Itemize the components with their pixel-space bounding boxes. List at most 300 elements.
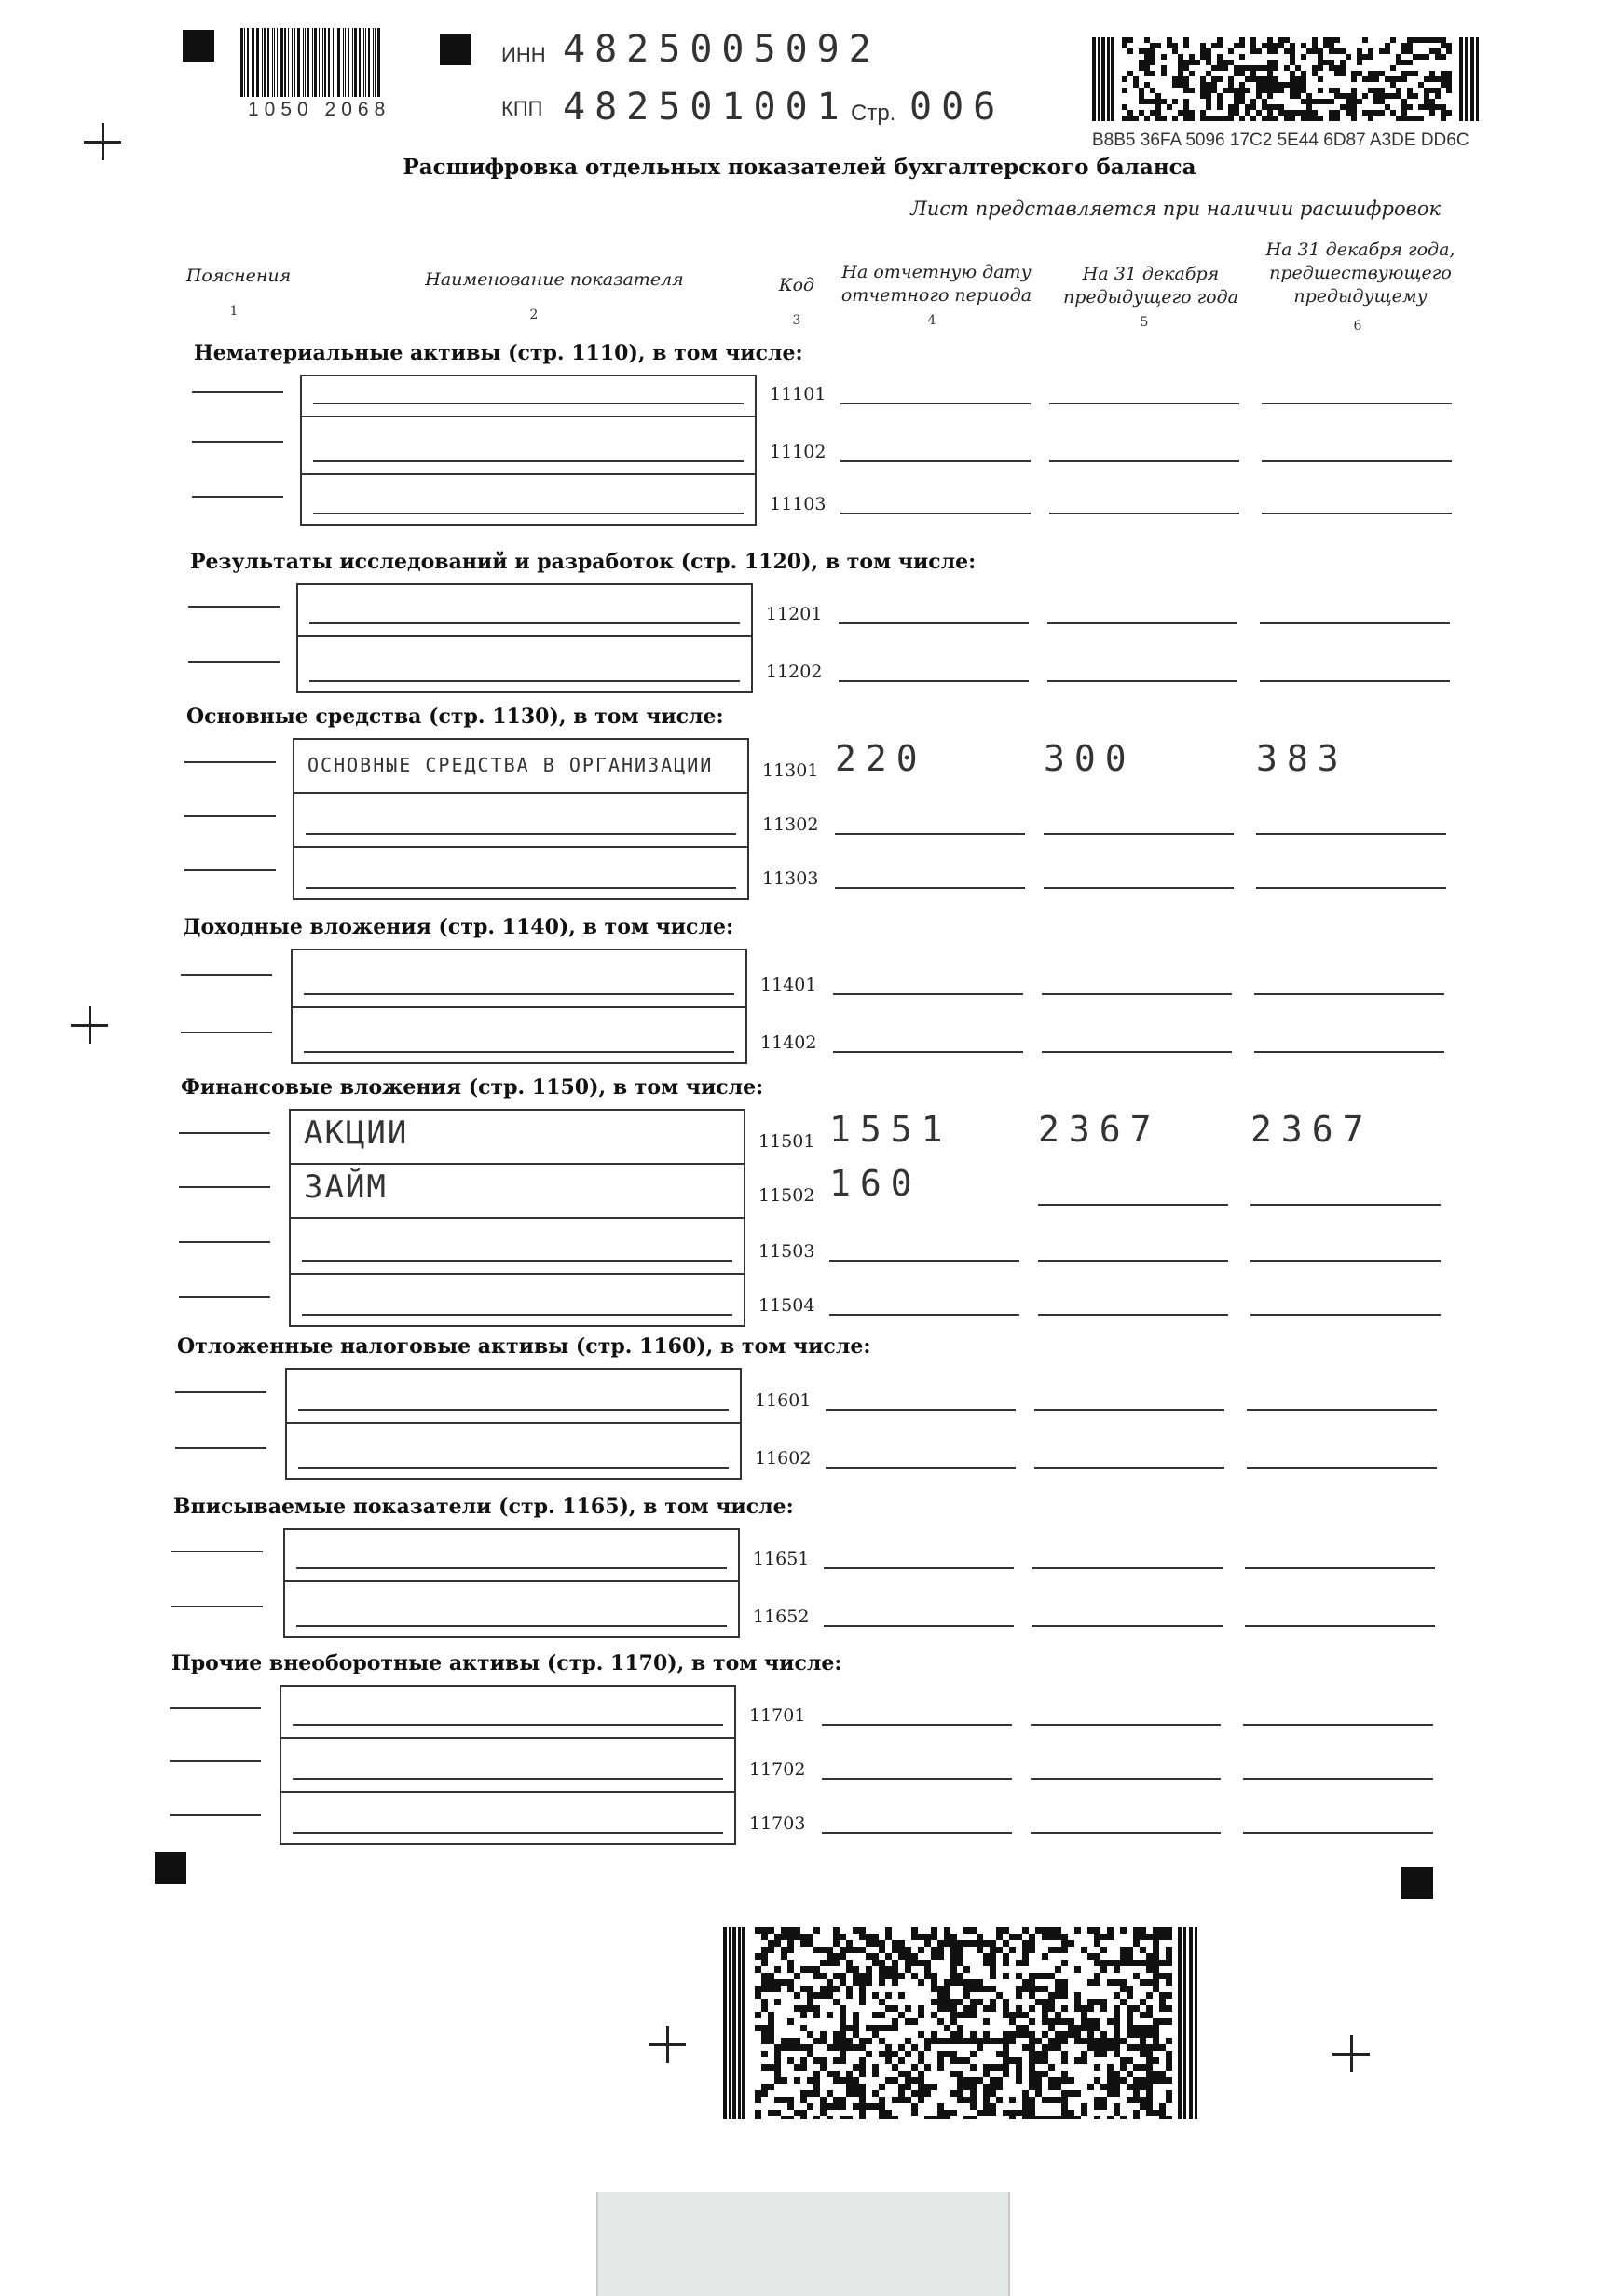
value-field-col-6[interactable] (1262, 512, 1452, 514)
value-field-col-4[interactable] (840, 403, 1031, 404)
matrix-cell (1267, 60, 1273, 65)
matrix-cell (1424, 99, 1429, 104)
indicator-name-field[interactable] (294, 794, 747, 848)
matrix-cell (1351, 93, 1357, 99)
matrix-cell (781, 2038, 787, 2044)
indicator-name-field[interactable] (294, 848, 747, 902)
value-field-col-6[interactable] (1243, 1832, 1433, 1834)
indicator-name-box (291, 949, 747, 1064)
indicator-name-field[interactable] (291, 1165, 744, 1219)
matrix-cell (774, 1986, 781, 1992)
matrix-cell (755, 1966, 761, 1973)
matrix-cell (1273, 76, 1278, 82)
value-field-col-4[interactable] (829, 1314, 1019, 1316)
matrix-cell (1183, 88, 1189, 93)
matrix-cell (1003, 2064, 1009, 2070)
crosshair-mark (649, 2026, 686, 2063)
matrix-cell (898, 1940, 905, 1947)
matrix-cell (853, 2090, 859, 2097)
value-field-col-6[interactable] (1262, 403, 1452, 404)
matrix-cell (1061, 1934, 1068, 1940)
value-field-col-5[interactable] (1031, 1778, 1221, 1780)
matrix-cell (885, 2077, 892, 2084)
matrix-cell (905, 2084, 911, 2090)
value-field-col-6[interactable] (1245, 1567, 1435, 1569)
value-field-col-4[interactable] (835, 833, 1025, 835)
matrix-cell (1094, 1999, 1100, 2005)
matrix-cell (853, 2012, 859, 2018)
explanation-field[interactable] (192, 496, 283, 498)
matrix-cell (1245, 104, 1250, 110)
matrix-cell (794, 2038, 800, 2044)
value-field-col-4[interactable] (824, 1625, 1014, 1627)
value-field-col-6[interactable] (1254, 1051, 1444, 1053)
value-field-col-4[interactable] (835, 887, 1025, 889)
matrix-cell (1418, 37, 1424, 43)
barcode-bar (256, 28, 259, 97)
matrix-cell (1267, 104, 1273, 110)
matrix-cell (918, 1960, 924, 1966)
matrix-cell (1100, 2103, 1107, 2110)
matrix-cell (1306, 93, 1312, 99)
matrix-cell (1029, 1947, 1035, 1953)
page-subtitle: Лист представляется при наличии расшифровок (910, 198, 1441, 220)
matrix-cell (1094, 2025, 1100, 2031)
value-col-4[interactable]: 1551 (829, 1109, 952, 1150)
matrix-cell (924, 2064, 931, 2070)
matrix-cell (1407, 71, 1413, 76)
matrix-cell (840, 2103, 846, 2110)
matrix-cell (879, 1940, 885, 1947)
matrix-cell (944, 1940, 950, 1947)
matrix-cell (1262, 43, 1267, 48)
matrix-cell (924, 1966, 931, 1973)
value-field-col-6[interactable] (1243, 1778, 1433, 1780)
matrix-cell (1178, 65, 1183, 71)
matrix-cell (1407, 104, 1413, 110)
matrix-cell (807, 1966, 813, 1973)
matrix-cell (1166, 1934, 1172, 1940)
value-field-col-5[interactable] (1047, 680, 1237, 682)
explanation-field[interactable] (170, 1760, 261, 1762)
explanation-field[interactable] (181, 974, 272, 976)
matrix-cell (1107, 1927, 1114, 1934)
value-field-col-5[interactable] (1042, 993, 1232, 995)
matrix-cell (1284, 48, 1290, 54)
matrix-cell (1290, 82, 1295, 88)
matrix-cell (1107, 2064, 1114, 2070)
matrix-cell (1140, 1979, 1146, 1986)
matrix-cell (1318, 88, 1323, 93)
matrix-cell (1267, 71, 1273, 76)
matrix-cell (1413, 93, 1418, 99)
value-field-col-6[interactable] (1260, 680, 1450, 682)
matrix-cell (833, 1986, 840, 1992)
matrix-cell (970, 2051, 977, 2057)
matrix-cell (1301, 71, 1306, 76)
matrix-cell (840, 2044, 846, 2051)
matrix-cell (787, 1979, 794, 1986)
matrix-cell (1114, 2070, 1120, 2077)
matrix-cell (1368, 88, 1374, 93)
row-code: 11502 (758, 1185, 815, 1206)
matrix-cell (768, 1973, 774, 1979)
indicator-name-field[interactable] (281, 1739, 734, 1793)
matrix-cell (1055, 2012, 1061, 2018)
matrix-cell (1074, 1992, 1081, 1999)
value-field-col-4[interactable] (824, 1567, 1014, 1569)
matrix-cell (800, 1940, 807, 1947)
value-field-col-4[interactable] (839, 622, 1029, 624)
value-col-6[interactable]: 383 (1256, 738, 1348, 779)
matrix-cell (1234, 110, 1239, 116)
value-field-col-6[interactable] (1254, 993, 1444, 995)
matrix-cell (813, 2057, 820, 2064)
matrix-cell (1139, 99, 1144, 104)
matrix-cell (885, 1927, 892, 1934)
value-col-6[interactable]: 2367 (1250, 1109, 1374, 1150)
value-field-col-4[interactable] (826, 1467, 1016, 1469)
matrix-cell (761, 1960, 768, 1966)
barcode-bar (345, 28, 346, 97)
matrix-cell (866, 2051, 872, 2057)
matrix-cell (990, 1947, 996, 1953)
matrix-cell (1250, 104, 1256, 110)
matrix-cell (1351, 104, 1357, 110)
value-field-col-5[interactable] (1034, 1467, 1224, 1469)
matrix-cell (1048, 2005, 1055, 2012)
matrix-cell (807, 2103, 813, 2110)
matrix-cell (1206, 99, 1211, 104)
matrix-cell (1441, 37, 1446, 43)
value-col-4[interactable]: 160 (829, 1163, 922, 1204)
matrix-cell (970, 2012, 977, 2018)
matrix-cell (794, 2044, 800, 2051)
matrix-cell (1029, 1992, 1035, 1999)
value-field-col-6[interactable] (1250, 1314, 1441, 1316)
matrix-cell (1140, 2103, 1146, 2110)
value-field-col-5[interactable] (1034, 1409, 1224, 1411)
explanation-field[interactable] (170, 1814, 261, 1816)
indicator-name-field[interactable] (287, 1370, 740, 1424)
indicator-name-field[interactable] (298, 585, 751, 637)
value-col-4[interactable]: 220 (835, 738, 927, 779)
matrix-cell (1022, 1960, 1029, 1966)
indicator-name-field[interactable] (285, 1582, 738, 1640)
matrix-cell (833, 2070, 840, 2077)
matrix-cell (1100, 1934, 1107, 1940)
explanation-field[interactable] (171, 1551, 263, 1552)
matrix-cell (1055, 1979, 1061, 1986)
matrix-cell (1245, 65, 1250, 71)
matrix-cell (768, 2025, 774, 2031)
matrix-cell (833, 1953, 840, 1960)
matrix-cell (1273, 60, 1278, 65)
matrix-cell (892, 1973, 898, 1979)
value-col-5[interactable]: 300 (1044, 738, 1136, 779)
matrix-cell (1340, 104, 1346, 110)
value-field-col-5[interactable] (1044, 887, 1234, 889)
matrix-cell (820, 1992, 827, 1999)
indicator-name-field[interactable] (281, 1793, 734, 1847)
matrix-cell (1217, 37, 1223, 43)
column-header-name: Наименование показателя (425, 269, 684, 290)
value-field-col-5[interactable] (1031, 1724, 1221, 1726)
matrix-cell (1290, 76, 1295, 82)
explanation-field[interactable] (184, 869, 276, 871)
value-field-col-5[interactable] (1044, 833, 1234, 835)
matrix-cell (1153, 1986, 1159, 1992)
explanation-field[interactable] (179, 1132, 270, 1134)
matrix-cell (781, 1947, 787, 1953)
matrix-cell (1146, 2051, 1153, 2057)
indicator-name-field[interactable] (291, 1219, 744, 1275)
matrix-cell (1133, 82, 1139, 88)
matrix-cell (957, 2057, 964, 2064)
value-field-col-6[interactable] (1260, 622, 1450, 624)
value-field-col-4[interactable] (822, 1832, 1012, 1834)
value-field-col-5[interactable] (1049, 512, 1239, 514)
matrix-cell (944, 2038, 950, 2044)
matrix-cell (957, 1979, 964, 1986)
matrix-cell (768, 2031, 774, 2038)
matrix-cell (879, 1966, 885, 1973)
value-field-col-6[interactable] (1245, 1625, 1435, 1627)
matrix-cell (1250, 48, 1256, 54)
matrix-cell (1267, 110, 1273, 116)
value-field-col-6[interactable] (1262, 460, 1452, 462)
matrix-cell (1318, 99, 1323, 104)
matrix-cell (1144, 48, 1150, 54)
value-field-col-6[interactable] (1256, 833, 1446, 835)
value-field-col-5[interactable] (1038, 1260, 1228, 1262)
matrix-cell (1003, 2070, 1009, 2077)
explanation-field[interactable] (175, 1391, 266, 1393)
matrix-cell (1128, 48, 1133, 54)
matrix-cell (1441, 71, 1446, 76)
matrix-cell (950, 2018, 957, 2025)
value-field-col-4[interactable] (833, 993, 1023, 995)
value-field-col-6[interactable] (1243, 1724, 1433, 1726)
explanation-field[interactable] (175, 1447, 266, 1449)
matrix-cell (931, 2038, 937, 2044)
matrix-cell (1127, 2070, 1133, 2077)
matrix-cell (1189, 71, 1195, 76)
value-field-col-4[interactable] (839, 680, 1029, 682)
matrix-cell (813, 2090, 820, 2097)
explanation-field[interactable] (184, 761, 276, 763)
value-field-col-4[interactable] (840, 512, 1031, 514)
matrix-cell (1022, 2012, 1029, 2018)
guard-bar (1092, 37, 1096, 121)
matrix-cell (1003, 1927, 1009, 1934)
barcode-bar (337, 28, 340, 97)
matrix-cell (1340, 71, 1346, 76)
indicator-name-field[interactable] (291, 1275, 744, 1329)
explanation-field[interactable] (171, 1606, 263, 1607)
matrix-cell (1250, 71, 1256, 76)
row-code: 11651 (753, 1549, 810, 1569)
barcode-bar (252, 28, 253, 97)
indicator-name-box (283, 1528, 740, 1638)
matrix-cell (918, 2057, 924, 2064)
value-field-col-5[interactable] (1032, 1567, 1223, 1569)
matrix-cell (937, 1940, 944, 1947)
indicator-name-field[interactable] (293, 1008, 745, 1066)
matrix-cell (1155, 93, 1161, 99)
matrix-cell (1183, 104, 1189, 110)
matrix-cell (879, 2110, 885, 2116)
matrix-cell (1441, 54, 1446, 60)
matrix-cell (1016, 1986, 1022, 1992)
matrix-cell (1195, 60, 1200, 65)
indicator-name-field[interactable] (302, 417, 755, 475)
explanation-field[interactable] (181, 1032, 272, 1033)
matrix-cell (807, 2090, 813, 2097)
indicator-name-field[interactable] (281, 1687, 734, 1739)
matrix-cell (1429, 48, 1435, 54)
matrix-cell (970, 2031, 977, 2038)
matrix-cell (1262, 116, 1267, 121)
indicator-name-field[interactable] (293, 950, 745, 1008)
matrix-cell (1228, 116, 1234, 121)
value-field-col-4[interactable] (822, 1778, 1012, 1780)
indicator-name-box (280, 1685, 736, 1845)
value-field-col-6[interactable] (1250, 1204, 1441, 1206)
matrix-cell (1401, 110, 1407, 116)
matrix-cell (1401, 76, 1407, 82)
value-col-5[interactable]: 2367 (1038, 1109, 1161, 1150)
matrix-cell (1128, 71, 1133, 76)
matrix-cell (970, 1927, 977, 1934)
value-field-col-6[interactable] (1256, 887, 1446, 889)
value-field-col-5[interactable] (1038, 1204, 1228, 1206)
matrix-cell (937, 2018, 944, 2025)
value-field-col-6[interactable] (1247, 1467, 1437, 1469)
matrix-cell (820, 2031, 827, 2038)
value-field-col-5[interactable] (1042, 1051, 1232, 1053)
matrix-cell (1009, 2116, 1016, 2119)
explanation-field[interactable] (192, 391, 283, 393)
matrix-cell (1061, 1947, 1068, 1953)
matrix-cell (1153, 2018, 1159, 2025)
matrix-cell (800, 2057, 807, 2064)
matrix-cell (885, 2116, 892, 2119)
value-field-col-5[interactable] (1032, 1625, 1223, 1627)
matrix-cell (827, 1986, 833, 1992)
matrix-cell (859, 2110, 866, 2116)
indicator-name-field[interactable] (302, 376, 755, 417)
matrix-cell (977, 2077, 983, 2084)
matrix-cell (846, 1992, 853, 1999)
row-code: 11101 (770, 384, 827, 404)
value-field-col-6[interactable] (1247, 1409, 1437, 1411)
indicator-name-field[interactable] (298, 637, 751, 695)
matrix-cell (931, 1999, 937, 2005)
matrix-cell (950, 1973, 957, 1979)
matrix-cell (813, 2077, 820, 2084)
blank-underline (293, 1832, 723, 1834)
value-field-col-4[interactable] (826, 1409, 1016, 1411)
indicator-name-field[interactable] (294, 740, 747, 794)
indicator-name-field[interactable] (302, 475, 755, 527)
explanation-field[interactable] (188, 606, 280, 608)
explanation-field[interactable] (179, 1186, 270, 1188)
value-field-col-6[interactable] (1250, 1260, 1441, 1262)
value-field-col-4[interactable] (829, 1260, 1019, 1262)
indicator-name-field[interactable] (285, 1530, 738, 1582)
matrix-cell (1144, 99, 1150, 104)
matrix-cell (1178, 76, 1183, 82)
matrix-cell (1009, 2057, 1016, 2064)
matrix-cell (905, 2018, 911, 2025)
matrix-cell (937, 2116, 944, 2119)
matrix-cell (859, 1973, 866, 1979)
value-field-col-5[interactable] (1049, 403, 1239, 404)
matrix-cell (1094, 2097, 1100, 2103)
value-field-col-4[interactable] (833, 1051, 1023, 1053)
matrix-cell (1100, 1960, 1107, 1966)
matrix-cell (983, 1986, 990, 1992)
matrix-cell (1334, 65, 1340, 71)
explanation-field[interactable] (184, 815, 276, 817)
matrix-cell (859, 2116, 866, 2119)
value-field-col-5[interactable] (1049, 460, 1239, 462)
matrix-cell (872, 2025, 879, 2031)
matrix-cell (983, 1953, 990, 1960)
explanation-field[interactable] (188, 661, 280, 663)
matrix-cell (846, 2116, 853, 2119)
explanation-field[interactable] (170, 1707, 261, 1709)
explanation-field[interactable] (192, 441, 283, 443)
matrix-cell (892, 2077, 898, 2084)
value-field-col-5[interactable] (1031, 1832, 1221, 1834)
matrix-cell (1127, 1960, 1133, 1966)
barcode-number: 1050 2068 (248, 99, 391, 120)
matrix-cell (1340, 60, 1346, 65)
matrix-cell (787, 1934, 794, 1940)
value-field-col-4[interactable] (840, 460, 1031, 462)
matrix-cell (853, 2064, 859, 2070)
matrix-cell (1234, 104, 1239, 110)
matrix-cell (1035, 1927, 1042, 1934)
indicator-name-field[interactable] (287, 1424, 740, 1482)
matrix-cell (1061, 1986, 1068, 1992)
indicator-name-field[interactable] (291, 1111, 744, 1165)
matrix-cell (866, 1934, 872, 1940)
matrix-cell (1166, 2051, 1172, 2057)
matrix-cell (1351, 99, 1357, 104)
column-number: 3 (792, 313, 801, 328)
matrix-cell (950, 2057, 957, 2064)
matrix-cell (827, 2090, 833, 2097)
matrix-cell (950, 2051, 957, 2057)
matrix-cell (1374, 93, 1379, 99)
value-field-col-5[interactable] (1038, 1314, 1228, 1316)
value-field-col-4[interactable] (822, 1724, 1012, 1726)
matrix-cell (1306, 104, 1312, 110)
matrix-cell (1166, 1947, 1172, 1953)
matrix-cell (1029, 2018, 1035, 2025)
value-field-col-5[interactable] (1047, 622, 1237, 624)
explanation-field[interactable] (179, 1296, 270, 1298)
row-code: 11503 (758, 1241, 815, 1262)
explanation-field[interactable] (179, 1241, 270, 1243)
matrix-cell (1061, 2057, 1068, 2064)
matrix-cell (1042, 2018, 1048, 2025)
matrix-cell (964, 2077, 970, 2084)
matrix-cell (924, 2090, 931, 2097)
